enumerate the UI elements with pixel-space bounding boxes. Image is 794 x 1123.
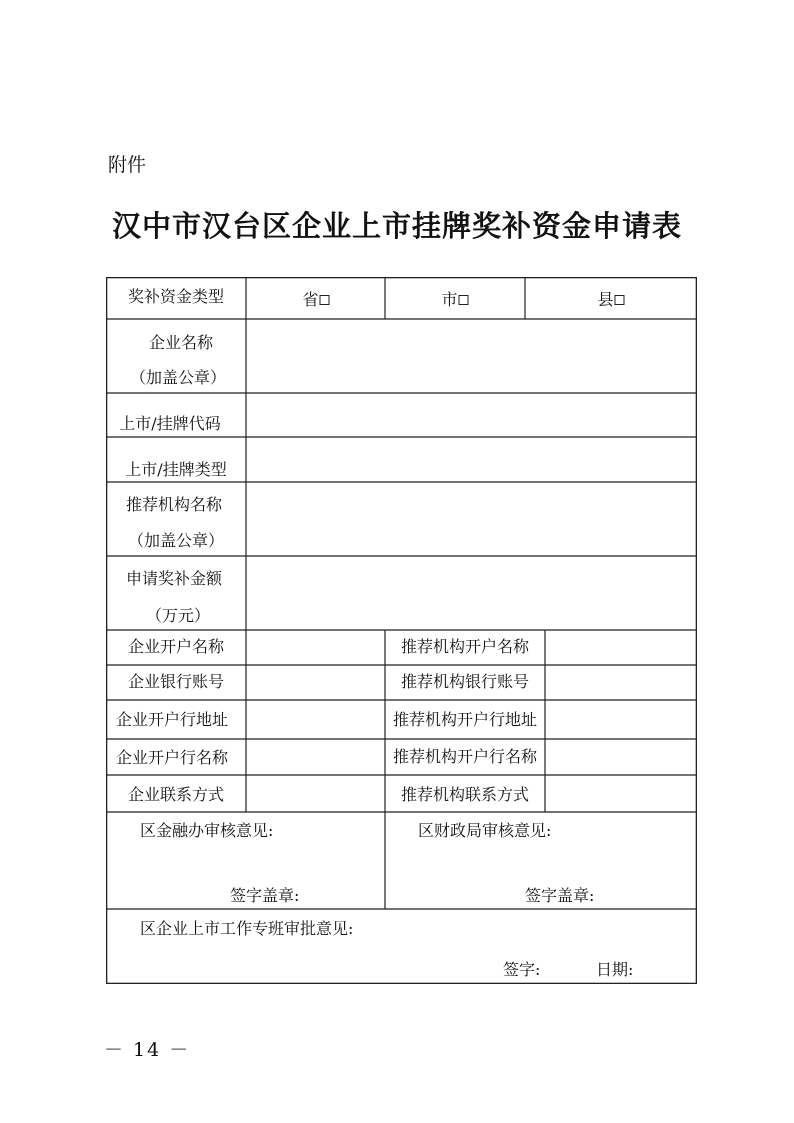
- institution-account-name-field[interactable]: [546, 631, 696, 664]
- institution-contact-label: 推荐机构联系方式: [400, 785, 530, 804]
- fund-type-option-province[interactable]: [302, 291, 329, 309]
- amount-field[interactable]: [247, 557, 696, 629]
- finance-bureau-signature-label: 签字盖章:: [525, 886, 595, 905]
- page-number: － 14 －: [104, 1039, 191, 1061]
- date-label: 日期:: [596, 960, 634, 979]
- county-checkbox[interactable]: [615, 295, 625, 305]
- institution-bank-account-label: 推荐机构银行账号: [400, 672, 530, 691]
- listing-code-label: 上市/挂牌代码: [119, 414, 221, 433]
- institution-name-field[interactable]: [247, 483, 696, 555]
- company-contact-label: 企业联系方式: [127, 785, 225, 804]
- fund-type-label: 奖补资金类型: [127, 287, 225, 306]
- page-title: 汉中市汉台区企业上市挂牌奖补资金申请表: [111, 209, 682, 243]
- company-name-field[interactable]: [247, 320, 696, 392]
- institution-bank-address-field[interactable]: [546, 701, 696, 738]
- company-bank-account-label: 企业银行账号: [127, 672, 225, 691]
- institution-bank-name-label: 推荐机构开户行名称: [392, 747, 538, 766]
- attachment-label: 附件: [108, 154, 147, 176]
- company-bank-name-label: 企业开户行名称: [115, 748, 229, 767]
- fund-type-option-city[interactable]: [441, 291, 468, 309]
- company-bank-address-label: 企业开户行地址: [115, 710, 229, 729]
- company-bank-account-field[interactable]: [247, 666, 384, 699]
- institution-bank-name-field[interactable]: [546, 740, 696, 774]
- institution-bank-account-field[interactable]: [546, 666, 696, 699]
- institution-account-name-label: 推荐机构开户名称: [400, 637, 530, 656]
- finance-bureau-opinion-label: 区财政局审核意见:: [418, 821, 552, 840]
- institution-name-label: 推荐机构名称: [125, 495, 223, 514]
- province-checkbox[interactable]: [320, 295, 330, 305]
- finance-office-opinion-label: 区金融办审核意见:: [140, 821, 274, 840]
- listing-code-field[interactable]: [247, 394, 696, 436]
- amount-label: 申请奖补金额: [125, 569, 223, 588]
- fund-type-city-text: 市: [441, 290, 458, 309]
- company-bank-address-field[interactable]: [247, 701, 384, 738]
- fund-type-county-text: 县: [597, 290, 614, 309]
- company-name-label: 企业名称: [148, 333, 214, 352]
- company-contact-field[interactable]: [247, 776, 384, 811]
- amount-unit: （万元）: [145, 606, 211, 625]
- finance-office-signature-label: 签字盖章:: [230, 886, 300, 905]
- fund-type-province-text: 省: [302, 290, 319, 309]
- institution-name-note: （加盖公章）: [127, 531, 225, 550]
- city-checkbox[interactable]: [459, 295, 469, 305]
- company-name-note: （加盖公章）: [129, 368, 227, 387]
- institution-bank-address-label: 推荐机构开户行地址: [392, 710, 538, 729]
- signature-label: 签字:: [503, 960, 541, 979]
- listing-type-field[interactable]: [247, 438, 696, 481]
- company-account-name-label: 企业开户名称: [127, 637, 225, 656]
- listing-type-label: 上市/挂牌类型: [125, 460, 227, 479]
- company-account-name-field[interactable]: [247, 631, 384, 664]
- institution-contact-field[interactable]: [546, 776, 696, 811]
- application-form-table: [106, 277, 697, 984]
- fund-type-option-county[interactable]: [597, 291, 624, 309]
- listing-team-opinion-label: 区企业上市工作专班审批意见:: [140, 919, 354, 938]
- company-bank-name-field[interactable]: [247, 740, 384, 774]
